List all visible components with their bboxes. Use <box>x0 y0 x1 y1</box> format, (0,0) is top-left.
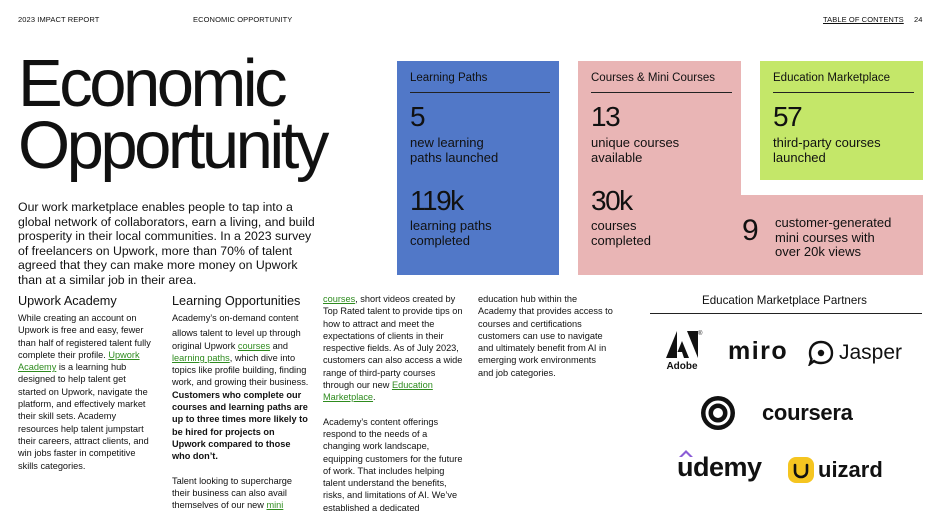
opp-paragraph <box>172 475 309 512</box>
title-line-2: Opportunity <box>18 108 326 183</box>
col3-paragraph: Academy’s content offerings respond to the needs of a changing work landscape, equipping customers for the future of work. That includes helping talent understand the benefits, risks, and limitations of AI. We’ve established a dedicated <box>323 416 463 513</box>
ai-education-text: education hub within the Academy that provides access to courses and certifications customers can use to navigate and ultimately benefit from AI in emerging work environments and job categories. <box>478 294 613 378</box>
stat-desc-line: third-party courses <box>773 135 881 150</box>
stat-desc-line: available <box>591 149 643 165</box>
stat-desc-line: completed <box>591 232 651 248</box>
stat-description <box>773 136 881 165</box>
upwork-academy-link[interactable]: Upwork Academy <box>18 349 140 373</box>
coursera-logo: coursera <box>762 400 853 425</box>
stat-desc-line: unique courses <box>591 135 680 150</box>
stat-desc-line: paths launched <box>410 149 499 165</box>
card-label: Education Marketplace <box>773 72 890 84</box>
learning-paths-card <box>397 61 559 275</box>
stat-description <box>410 136 498 165</box>
jasper-icon <box>808 340 834 366</box>
jasper-wordmark: Jasper <box>839 341 903 364</box>
stat-desc-line: new learning <box>410 135 484 150</box>
miro-logo: miro <box>728 337 789 365</box>
partners-divider <box>650 313 922 314</box>
section-label: ECONOMIC OPPORTUNITY <box>193 15 293 24</box>
stat-desc-line: courses <box>591 218 637 233</box>
stat-desc-line: launched <box>773 149 826 165</box>
coursera-symbol <box>700 395 736 431</box>
udemy-logo <box>677 452 762 483</box>
col3-paragraph <box>323 293 463 404</box>
stat-number: 13 <box>591 101 620 132</box>
stat-number: 5 <box>410 101 425 132</box>
partners-heading: Education Marketplace Partners <box>702 294 867 307</box>
card-label: Learning Paths <box>410 72 488 84</box>
opp-paragraph <box>172 327 309 462</box>
uizard-wordmark: uizard <box>818 457 883 482</box>
academy-text-part: While creating an account on Upwork is free and easy, fewer than half of registered talent fully complete their profile. <box>18 313 151 360</box>
udemy-wordmark-wrap <box>677 452 762 483</box>
registered-mark-icon: ® <box>698 331 703 337</box>
adobe-icon <box>666 331 698 358</box>
stat-number: 30k <box>591 185 632 216</box>
stat-desc-line: over 20k views <box>775 244 861 259</box>
opp-text-part: Academy’s on-demand content <box>172 313 299 323</box>
upwork-academy-heading: Upwork Academy <box>18 294 117 308</box>
opp-text-part: and <box>270 340 288 351</box>
mini-courses-text <box>323 293 463 514</box>
upwork-academy-text <box>18 312 155 472</box>
report-label: 2023 IMPACT REPORT <box>18 15 100 24</box>
stat-desc-line: customer-generated <box>775 215 892 230</box>
col3-text-part: . <box>373 392 376 403</box>
stat-number: 9 <box>742 214 758 247</box>
stat-description <box>591 136 679 165</box>
title-line-1: Economic <box>18 46 285 121</box>
card-divider <box>591 92 732 93</box>
udemy-wordmark: udemy <box>677 452 762 482</box>
stat-desc-line: learning paths <box>410 218 492 233</box>
education-marketplace-link[interactable]: Education Marketplace <box>323 380 433 403</box>
stat-description <box>775 216 891 260</box>
udemy-cap-icon <box>679 450 693 457</box>
table-of-contents-link[interactable]: TABLE OF CONTENTS <box>823 15 904 24</box>
opp-text-part: Talent looking to supercharge their business can also avail themselves of our new <box>172 475 293 511</box>
card-divider <box>773 92 914 93</box>
learning-opportunities-heading: Learning Opportunities <box>172 294 301 308</box>
courses-card <box>578 61 741 275</box>
card-label: Courses & Mini Courses <box>591 72 715 84</box>
learning-opportunities-text <box>172 312 309 511</box>
education-marketplace-card <box>760 61 923 180</box>
intro-paragraph: Our work marketplace enables people to tap into a global network of collaborators, earn a living, and build prosperity in their local communities. In a 2023 survey of freelancers on Upwork, more than 70% of talent agreed that they can make more money on Upwork than at a similar job in their area. <box>18 200 315 287</box>
stat-desc-line: mini courses with <box>775 229 875 245</box>
stat-desc-line: completed <box>410 232 470 248</box>
stat-description <box>591 219 651 248</box>
page-number: 24 <box>914 15 923 24</box>
uizard-logo <box>788 457 883 483</box>
stat-description <box>410 219 492 248</box>
stat-number: 119k <box>410 185 463 216</box>
adobe-logo <box>664 331 703 372</box>
opp-text-part: allows talent to level up through original Upwork <box>172 328 301 351</box>
mini-link[interactable]: mini <box>266 500 284 511</box>
learning-paths-link[interactable]: learning paths <box>172 352 230 363</box>
opp-bold-statement: Customers who complete our courses and learning paths are up to three times more likely to be hired for projects on Upwork compared to those who don’t. <box>172 389 308 462</box>
courses-card-extension <box>741 195 923 275</box>
card-divider <box>410 92 550 93</box>
courses-link[interactable]: courses <box>237 340 271 351</box>
stat-number: 57 <box>773 101 802 132</box>
col3-text-part: , short videos created by Top Rated talent to provide tips on how to attract and meet the expectations of clients in their respective fields. As of July 2023, customers can also access a wide range of third-party courses through our new <box>323 294 463 391</box>
adobe-wordmark: Adobe <box>666 361 698 372</box>
page-title <box>18 46 326 183</box>
opp-text-part: , which dive into topics like profile building, finding work, and growing their business. <box>172 352 309 388</box>
courses-link[interactable]: courses <box>323 294 356 304</box>
coursera-circle-icon <box>700 395 736 431</box>
uizard-icon <box>788 457 814 483</box>
jasper-logo <box>808 340 902 366</box>
academy-text-part: is a learning hub designed to help talent get started on Upwork, navigate the platform, and effectively market their skill sets. Academy resources help talent jumpstart their careers, attract clients, and win jobs faster in competitive skills categories. <box>18 362 149 471</box>
